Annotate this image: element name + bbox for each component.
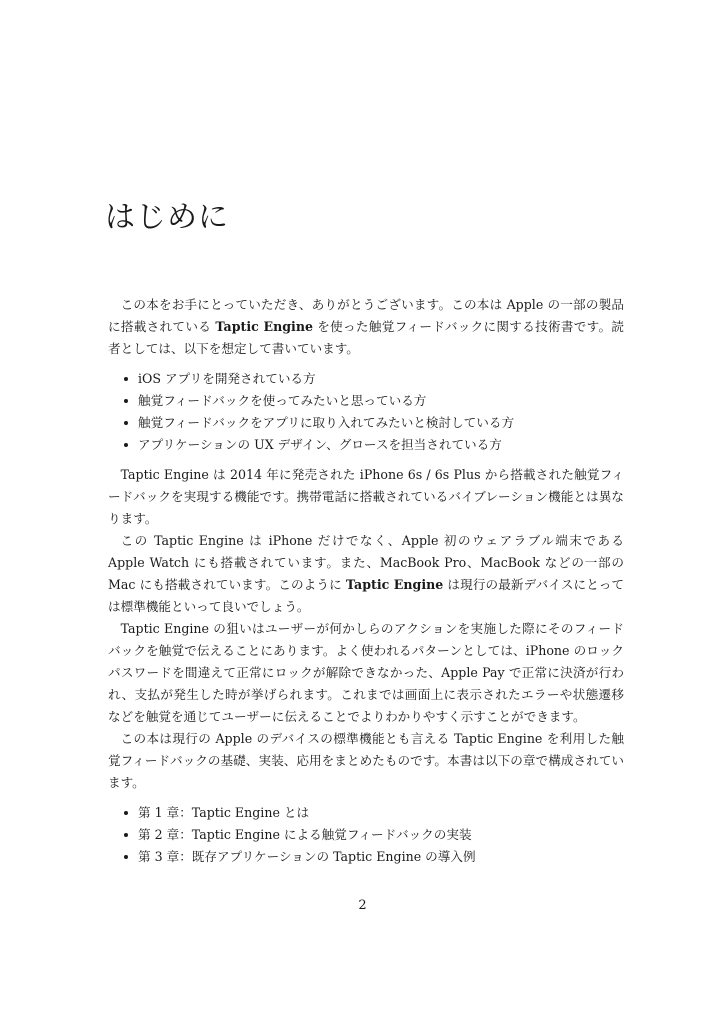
list-item: 第 2 章：Taptic Engine による触覚フィードバックの実装 [138,824,624,846]
paragraph-1: Taptic Engine は 2014 年に発売された iPhone 6s / 6s Plus から搭載された触覚フィードバックを実現する機能です。携帯電話に搭載されているバイブレーション機能とは異なります。 [108,467,624,526]
text-run: を使った触覚フィードバックに関する技術書です。読者としては、以下を想定して書いています。 [108,319,624,356]
paragraph-4: この本は現行の Apple のデバイスの標準機能とも言える Taptic Engine を利用した触覚フィードバックの基礎、実装、応用をまとめたものです。本書は以下の章で構成されています。 [108,731,624,790]
chapter-list [108,802,624,868]
text-run: この Taptic Engine は iPhone だけでなく、Apple 初のウェアラブル端末である Apple Watch にも搭載されています。また、MacBook Pro、MacBook などの一部の Mac にも搭載されています。このように [108,533,624,592]
audience-list [108,368,624,456]
page-number: 2 [358,898,367,913]
list-item: アプリケーションの UX デザイン、グロースを担当されている方 [138,434,624,456]
bold-term: Taptic Engine [215,319,313,334]
body-text [108,294,624,876]
list-item: 第 3 章：既存アプリケーションの Taptic Engine の導入例 [138,846,624,868]
page-title: はじめに [105,200,229,235]
text-run: この本をお手にとっていただき、ありがとうございます。この本は Apple の一部の製品に搭載されている [108,297,624,334]
list-item: 触覚フィードバックをアプリに取り入れてみたいと検討している方 [138,412,624,434]
list-item: iOS アプリを開発されている方 [138,368,624,390]
paragraph-2 [108,530,624,618]
intro-paragraph [108,294,624,360]
bold-term: Taptic Engine [345,577,444,592]
list-item: 触覚フィードバックを使ってみたいと思っている方 [138,390,624,412]
text-run: は現行の最新デバイスにとっては標準機能といって良いでしょう。 [108,577,624,614]
paragraph-3: Taptic Engine の狙いはユーザーが何かしらのアクションを実施した際にそのフィードバックを触覚で伝えることにあります。よく使われるパターンとしては、iPhone のロックパスワードを間違えて正常にロックが解除できなかった、Apple Pay で正常に決済が行われ、支払が発生した時が挙げられます。これまでは画面上に表示されたエラーや状態遷移などを触覚を通じてユーザーに伝えることでよりわかりやすく示すことができます。 [108,621,624,724]
list-item: 第 1 章：Taptic Engine とは [138,802,624,824]
